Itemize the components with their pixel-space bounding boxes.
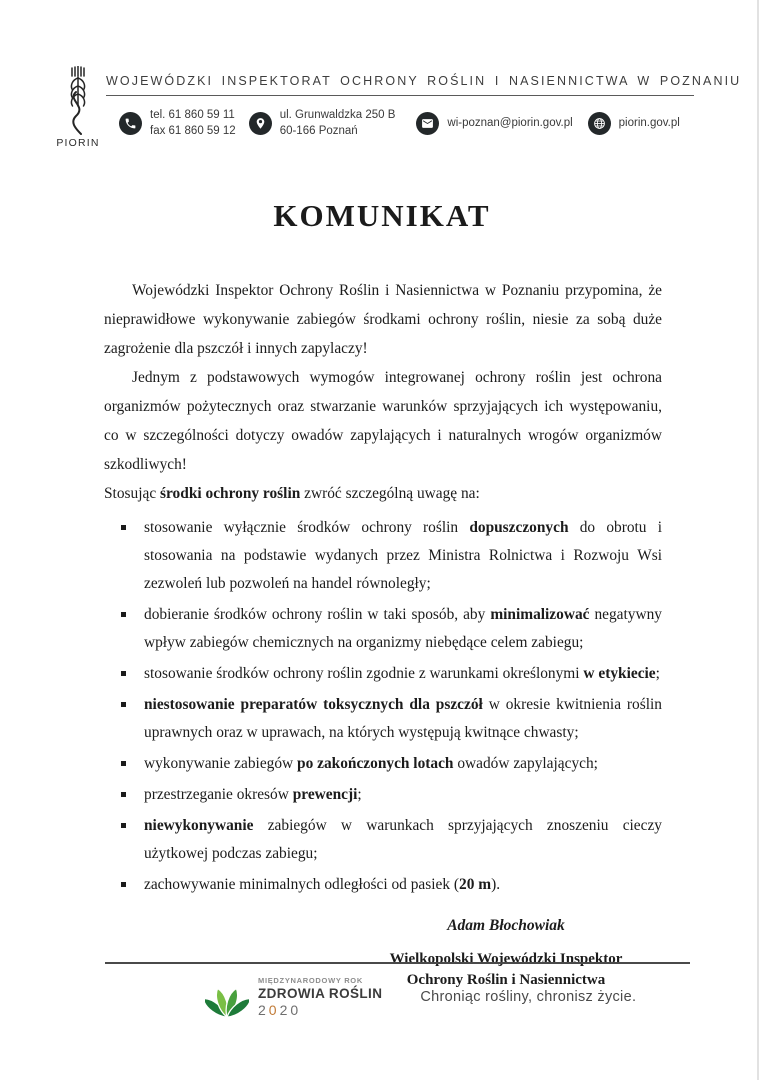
bold-text: niestosowanie preparatów toksycznych dla pszczół <box>144 696 483 713</box>
text-run: stosowanie wyłącznie środków ochrony roślin <box>144 519 470 536</box>
bullet-square-icon <box>121 612 126 617</box>
text-run: w okresie kwitnienia roślin uprawnych oraz w uprawach, na których występują kwitnące chwasty; <box>144 696 662 741</box>
leaf-emblem-icon <box>205 975 249 1019</box>
contact-line: piorin.gov.pl <box>618 117 680 130</box>
text-run: Stosując <box>104 485 161 502</box>
bullet-square-icon <box>121 702 126 707</box>
bullet-item <box>104 750 662 778</box>
page-title: KOMUNIKAT <box>273 198 491 233</box>
contact-line: fax 61 860 59 12 <box>150 125 236 138</box>
contact-text <box>619 115 680 131</box>
piorin-logo-text: PIORIN <box>56 137 100 149</box>
text-run: zachowywanie minimalnych odległości od pasiek ( <box>144 876 459 893</box>
text-run: Jednym z podstawowych wymogów integrowanej ochrony roślin jest ochrona organizmów pożytecznych oraz stwarzanie warunków sprzyjających ich występowaniu, co w szczególności dotyczy owadów zapylających i naturalnych wrogów organizmów szkodliwych! <box>104 369 662 473</box>
bullet-item <box>104 601 662 657</box>
text-run: zabiegów w warunkach sprzyjających znoszeniu cieczy użytkowej podczas zabiegu; <box>144 817 662 862</box>
iyph-year-char: 0 <box>290 1002 302 1018</box>
contact-row <box>106 107 698 139</box>
contact-line: wi-poznan@piorin.gov.pl <box>447 117 573 130</box>
text-run: ). <box>491 876 501 893</box>
bold-text: niewykonywanie <box>144 817 254 834</box>
paragraph <box>104 479 662 508</box>
bullet-list <box>104 514 662 899</box>
bold-text: dopuszczonych <box>469 519 569 536</box>
text-run: Wojewódzki Inspektor Ochrony Roślin i Nasiennictwa w Poznaniu przypomina, że nieprawidłowe wykonywanie zabiegów środkami ochrony roślin, niesie za sobą duże zagrożenie dla pszczół i innych zapylaczy! <box>104 282 662 357</box>
signature-title-line: Ochrony Roślin i Nasiennictwa <box>406 972 606 988</box>
bold-text: w etykiecie <box>583 665 656 682</box>
email-icon <box>416 112 439 135</box>
bold-text: minimalizować <box>490 606 590 623</box>
iyph-logo-text <box>258 976 382 1018</box>
paragraph <box>104 276 662 363</box>
signature-title-line: Wielkopolski Wojewódzki Inspektor <box>389 951 623 967</box>
bullet-item <box>104 660 662 688</box>
bold-text: środki ochrony roślin <box>160 485 301 502</box>
bullet-item <box>104 812 662 868</box>
iyph-year <box>258 1002 382 1018</box>
organization-name: WOJEWÓDZKI INSPEKTORAT OCHRONY ROŚLIN I NASIENNICTWA W POZNANIU <box>106 74 742 88</box>
bullet-item <box>104 871 662 899</box>
text-run: negatywny wpływ zabiegów chemicznych na organizmy niebędące celem zabiegu; <box>144 606 662 651</box>
contact-text <box>280 107 396 139</box>
bold-text: prewencji <box>292 786 358 803</box>
text-run: stosowanie środków ochrony roślin zgodnie z warunkami określonymi <box>144 665 584 682</box>
iyph-label-top: MIĘDZYNARODOWY ROK <box>258 976 363 985</box>
contact-line: tel. 61 860 59 11 <box>150 109 235 121</box>
contact-item <box>119 107 236 139</box>
text-run: dobieranie środków ochrony roślin w taki sposób, aby <box>144 606 491 623</box>
footer-slogan: Chroniąc rośliny, chronisz życie. <box>420 989 637 1005</box>
bullet-square-icon <box>121 882 126 887</box>
footer-row <box>205 975 690 1019</box>
contact-item <box>416 112 572 135</box>
text-run: wykonywanie zabiegów <box>144 755 298 772</box>
footer-divider <box>105 962 690 964</box>
header-divider <box>106 95 694 96</box>
text-run: przestrzeganie okresów <box>144 786 293 803</box>
piorin-logo <box>58 66 98 149</box>
contact-line: ul. Grunwaldzka 250 B <box>279 109 396 121</box>
wheat-ear-logo-icon <box>58 66 98 136</box>
iyph-year-char: 2 <box>258 1002 269 1018</box>
iyph-year-char: 2 <box>279 1002 291 1018</box>
globe-icon <box>588 112 611 135</box>
text-run: zwróć szczególną uwagę na: <box>300 485 480 502</box>
paragraph <box>104 363 662 479</box>
contact-item <box>588 112 680 135</box>
bold-text: po zakończonych lotach <box>297 755 454 772</box>
bullet-square-icon <box>121 792 126 797</box>
contact-item <box>249 107 396 139</box>
bullet-square-icon <box>121 671 126 676</box>
contact-text <box>447 115 572 131</box>
contact-text <box>150 107 236 139</box>
bullet-item <box>104 781 662 809</box>
text-run: owadów zapylających; <box>453 755 598 772</box>
bullet-square-icon <box>121 761 126 766</box>
bold-text: 20 m <box>459 876 492 893</box>
iyph-2020-logo <box>205 975 382 1019</box>
scan-edge-artifact <box>757 0 759 1080</box>
letter-body <box>104 276 662 991</box>
bullet-item <box>104 691 662 747</box>
letterhead-right <box>106 66 742 149</box>
iyph-label-main: ZDROWIA ROŚLIN <box>258 986 383 1001</box>
footer <box>105 962 690 1019</box>
text-run: ; <box>655 665 660 682</box>
bullet-square-icon <box>121 823 126 828</box>
signature-name: Adam Błochowiak <box>447 917 565 934</box>
location-pin-icon <box>249 112 272 135</box>
text-run: do obrotu i stosowania na podstawie wydanych przez Ministra Rolnictwa i Rozwoju Wsi zezwoleń lub pozwoleń na handel równoległy; <box>144 519 662 592</box>
text-run: ; <box>357 786 362 803</box>
bullet-item <box>104 514 662 598</box>
letterhead <box>56 66 742 149</box>
phone-icon <box>119 112 142 135</box>
bullet-square-icon <box>121 525 126 530</box>
iyph-year-char: 0 <box>268 1002 280 1018</box>
contact-line: 60-166 Poznań <box>279 125 358 138</box>
